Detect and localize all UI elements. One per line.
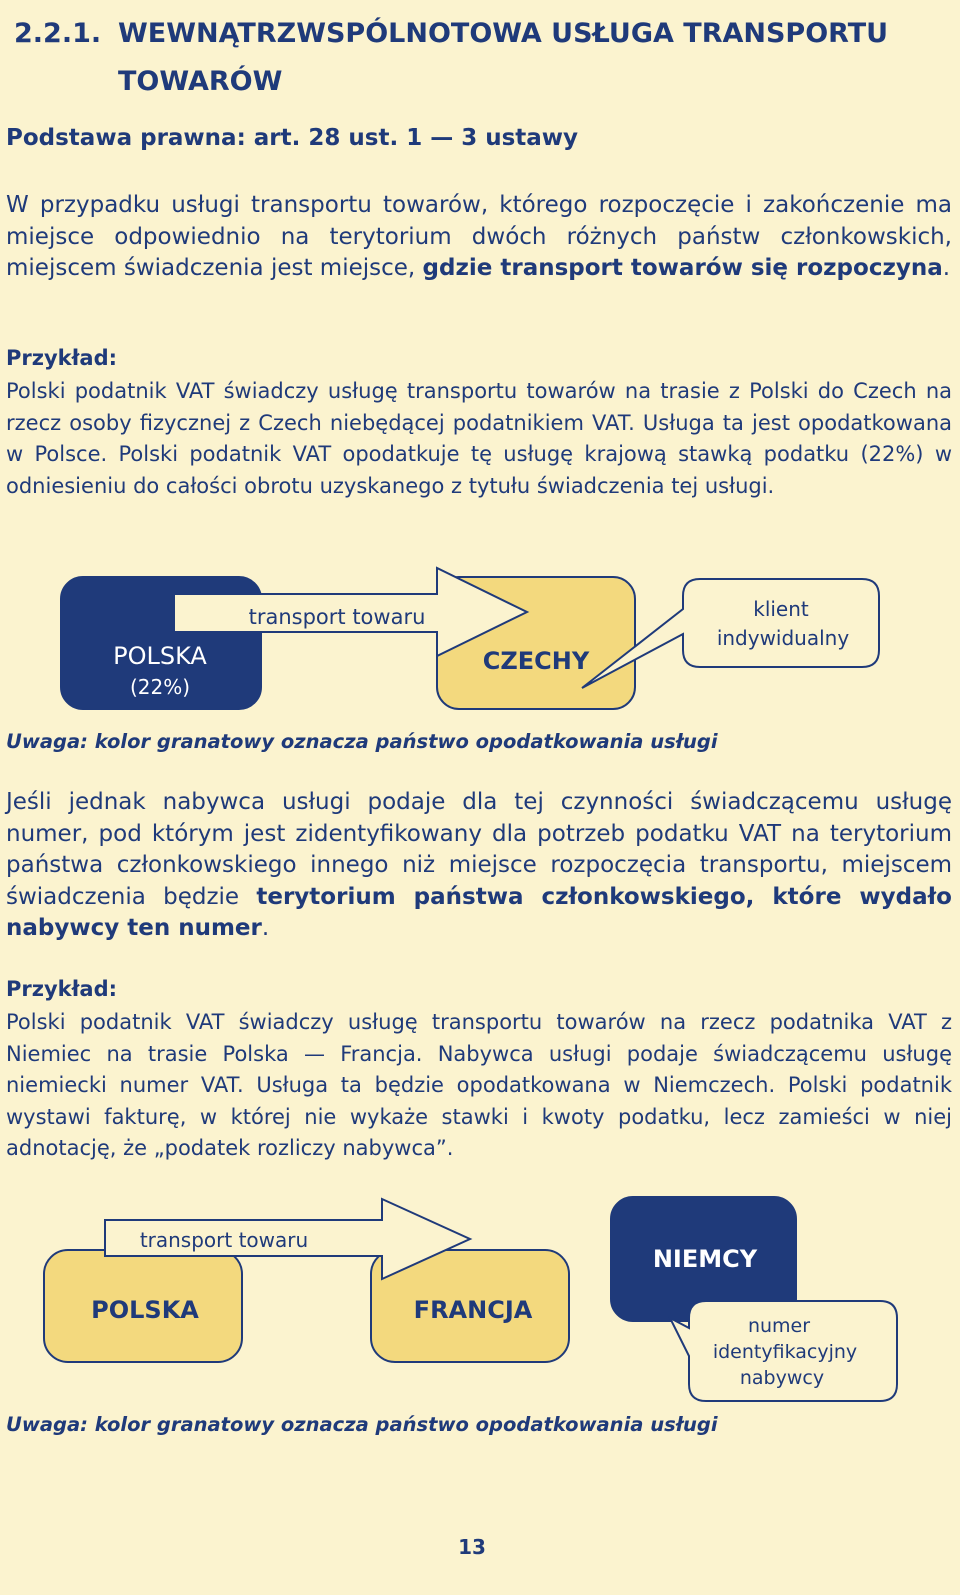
- example-1-text: Polski podatnik VAT świadczy usługę transportu towarów na trasie z Polski do Czech na rzecz osoby fizycznej z Czech niebędącej podatnikiem VAT. Usługa ta jest opodatkowana w Polsce. Polski podatnik VAT opodatkuje tę usługę krajową stawką podatku (22%) w odniesieniu do całości obrotu uzyskanego z tytułu świadczenia tej usługi.: [6, 379, 952, 498]
- origin-1-rate: (22%): [129, 675, 191, 699]
- example-2-label: Przykład:: [6, 977, 118, 1001]
- callout-2-line3: nabywcy: [739, 1367, 825, 1389]
- origin-1-label: POLSKA: [113, 642, 207, 670]
- legal-basis: Podstawa prawna: art. 28 ust. 1 — 3 ustawy: [6, 125, 579, 151]
- example-2-text: Polski podatnik VAT świadczy usługę transportu towarów na rzecz podatnika VAT z Niemiec na trasie Polska — Francja. Nabywca usługi podaje świadczącemu usługę niemiecki numer VAT. Usługa ta będzie opodatkowana w Niemczech. Polski podatnik wystawi fakturę, w której nie wykaże stawki i kwoty podatku, lecz zamieści w niej adnotację, że „podatek rozliczy nabywca”.: [6, 1010, 952, 1160]
- paragraph-2-text: Jeśli jednak nabywca usługi podaje dla tej czynności świadczącemu usługę numer, pod którym jest zidentyfikowany dla potrzeb podatku VAT na terytorium państwa członkowskiego innego niż miejsce rozpoczęcia transportu, miejscem świadczenia będzie: [6, 789, 952, 910]
- example-1-label: Przykład:: [6, 346, 118, 370]
- section-number: 2.2.1.: [14, 18, 102, 49]
- callout-2-line1: numer: [747, 1315, 811, 1337]
- paragraph-2: [6, 787, 952, 945]
- paragraph-1-bold: gdzie transport towarów się rozpoczyna: [422, 255, 943, 281]
- origin-2-label: POLSKA: [91, 1296, 199, 1324]
- page-number: 13: [458, 1535, 486, 1559]
- section-title-line2: TOWARÓW: [118, 66, 283, 97]
- paragraph-1-text: W przypadku usługi transportu towarów, którego rozpoczęcie i zakończenie ma miejsce odpowiednio na terytorium dwóch różnych państw członkowskich, miejscem świadczenia jest miejsce,: [6, 192, 952, 281]
- destination-2-label: FRANCJA: [413, 1296, 533, 1324]
- paragraph-1-end: .: [942, 255, 951, 281]
- paragraph-2-end: .: [261, 915, 270, 941]
- arrow-2-label: transport towaru: [139, 1228, 309, 1252]
- arrow-1-label: transport towaru: [248, 605, 426, 629]
- destination-1-label: CZECHY: [482, 647, 590, 675]
- note-2: Uwaga: kolor granatowy oznacza państwo opodatkowania usługi: [6, 1413, 718, 1436]
- taxing-state-label: NIEMCY: [652, 1245, 758, 1273]
- callout-2-line2: identyfikacyjny: [712, 1341, 858, 1363]
- callout-1-line1: klient: [753, 597, 809, 621]
- callout-1-line2: indywidualny: [716, 626, 850, 650]
- section-title-line1: WEWNĄTRZWSPÓLNOTOWA USŁUGA TRANSPORTU: [118, 18, 889, 49]
- note-1: Uwaga: kolor granatowy oznacza państwo opodatkowania usługi: [6, 730, 718, 753]
- paragraph-2-bold: terytorium państwa członkowskiego, które wydało nabywcy ten numer: [6, 883, 952, 941]
